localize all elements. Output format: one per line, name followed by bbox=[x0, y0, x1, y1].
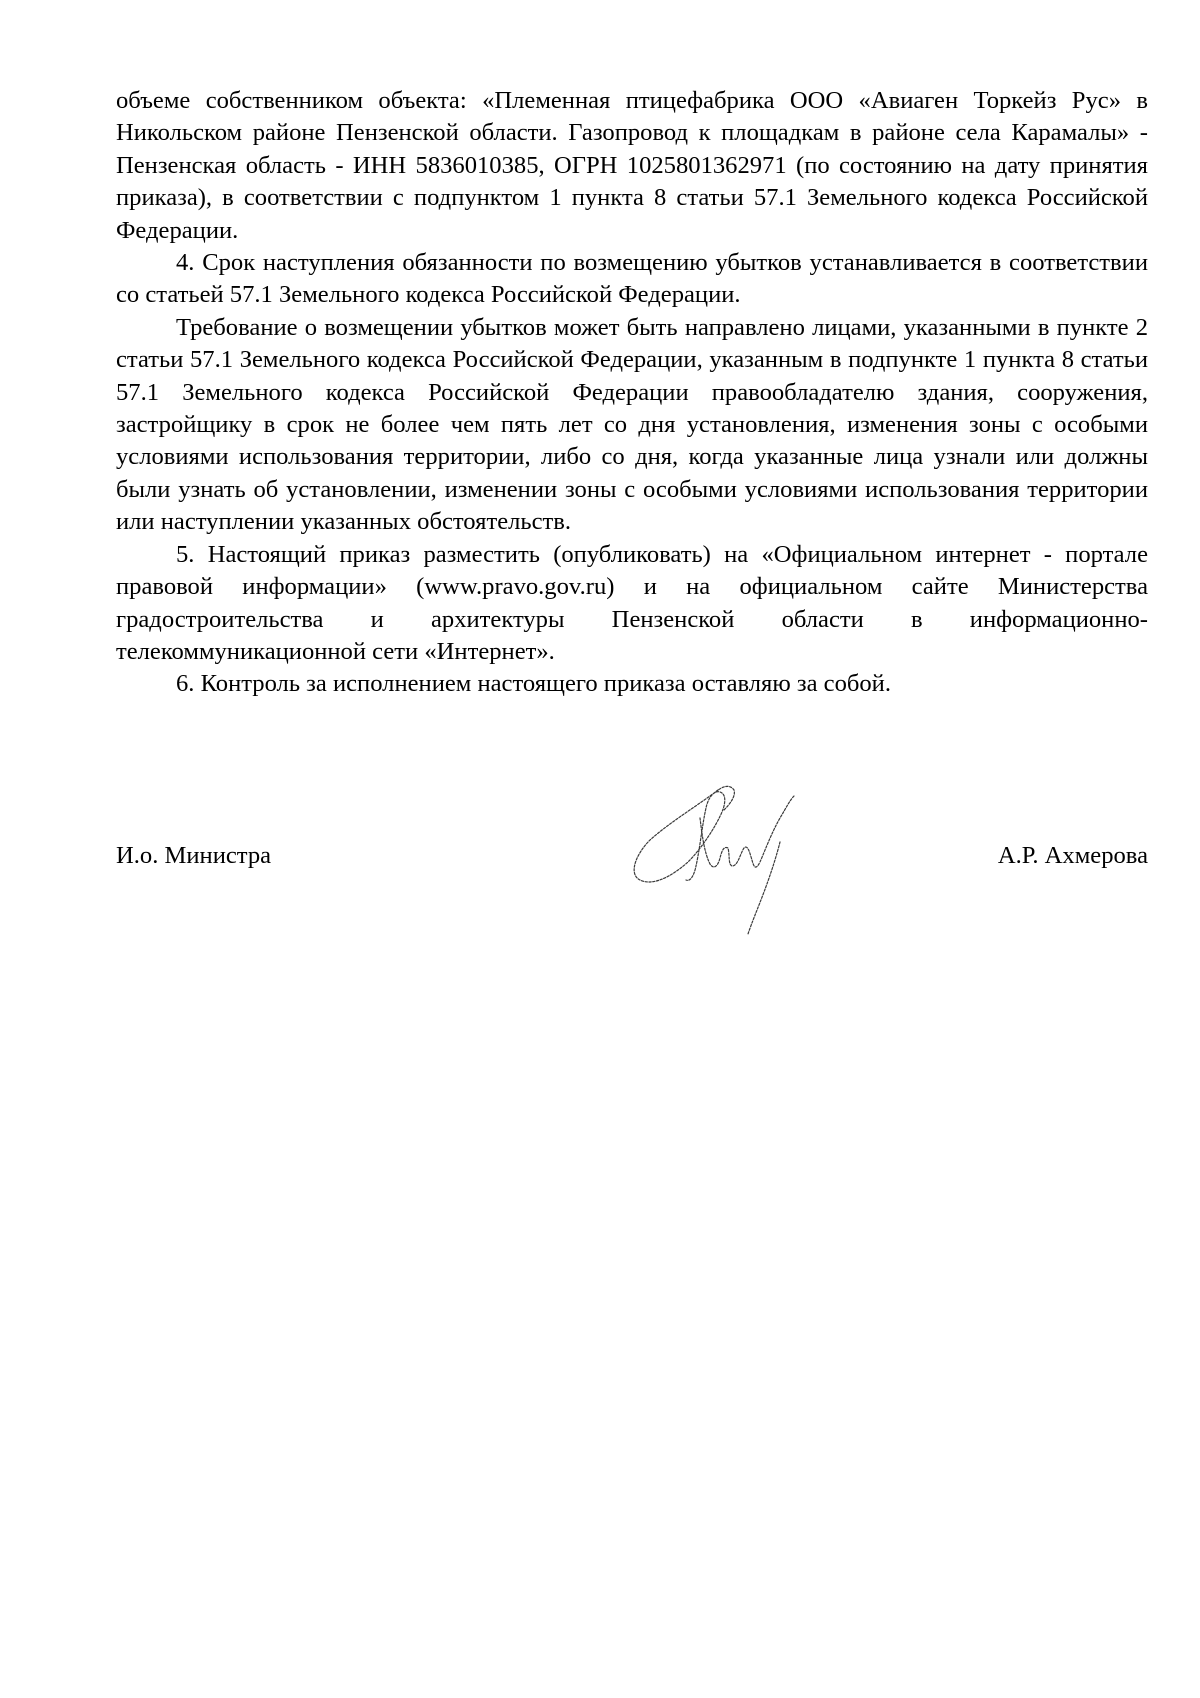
paragraph-item-5: 5. Настоящий приказ разместить (опубликовать) на «Официальном интернет - портале правовой информации» (www.pravo.gov.ru) и на официальном сайте Министерства градостроительства и архитектуры Пензенской области в информационно-телекоммуникационной сети «Интернет». bbox=[116, 540, 1148, 665]
position-title: И.о. Министра bbox=[116, 842, 272, 869]
signer-name: А.Р. Ахмерова bbox=[997, 842, 1148, 869]
paragraph-claim: Требование о возмещении убытков может быть направлено лицами, указанными в пункте 2 статьи 57.1 Земельного кодекса Российской Федерации, указанным в подпункте 1 пункта 8 статьи 57.1 Земельного кодекса Российской Федерации правообладателю здания, сооружения, застройщику в срок не более чем пять лет со дня установления, изменения зоны с особыми условиями использования территории, либо со дня, когда указанные лица узнали или должны были узнать об установлении, изменении зоны с особыми условиями использования территории или наступлении указанных обстоятельств. bbox=[116, 313, 1148, 536]
paragraph-item-6: 6. Контроль за исполнением настоящего приказа оставляю за собой. bbox=[176, 670, 891, 698]
document-body bbox=[116, 85, 1148, 701]
paragraph-item-4: 4. Срок наступления обязанности по возмещению убытков устанавливается в соответствии со статьей 57.1 Земельного кодекса Российской Федерации. bbox=[116, 249, 1148, 309]
paragraph-continued: объеме собственником объекта: «Племенная птицефабрика ООО «Авиаген Торкейз Рус» в Никольском районе Пензенской области. Газопровод к площадкам в районе села Карамалы» - Пензенская область - ИНН 5836010385, ОГРН 1025801362971 (по состоянию на дату принятия приказа), в соответствии с подпунктом 1 пункта 8 статьи 57.1 Земельного кодекса Российской Федерации. bbox=[116, 87, 1148, 244]
handwritten-signature bbox=[630, 782, 830, 942]
